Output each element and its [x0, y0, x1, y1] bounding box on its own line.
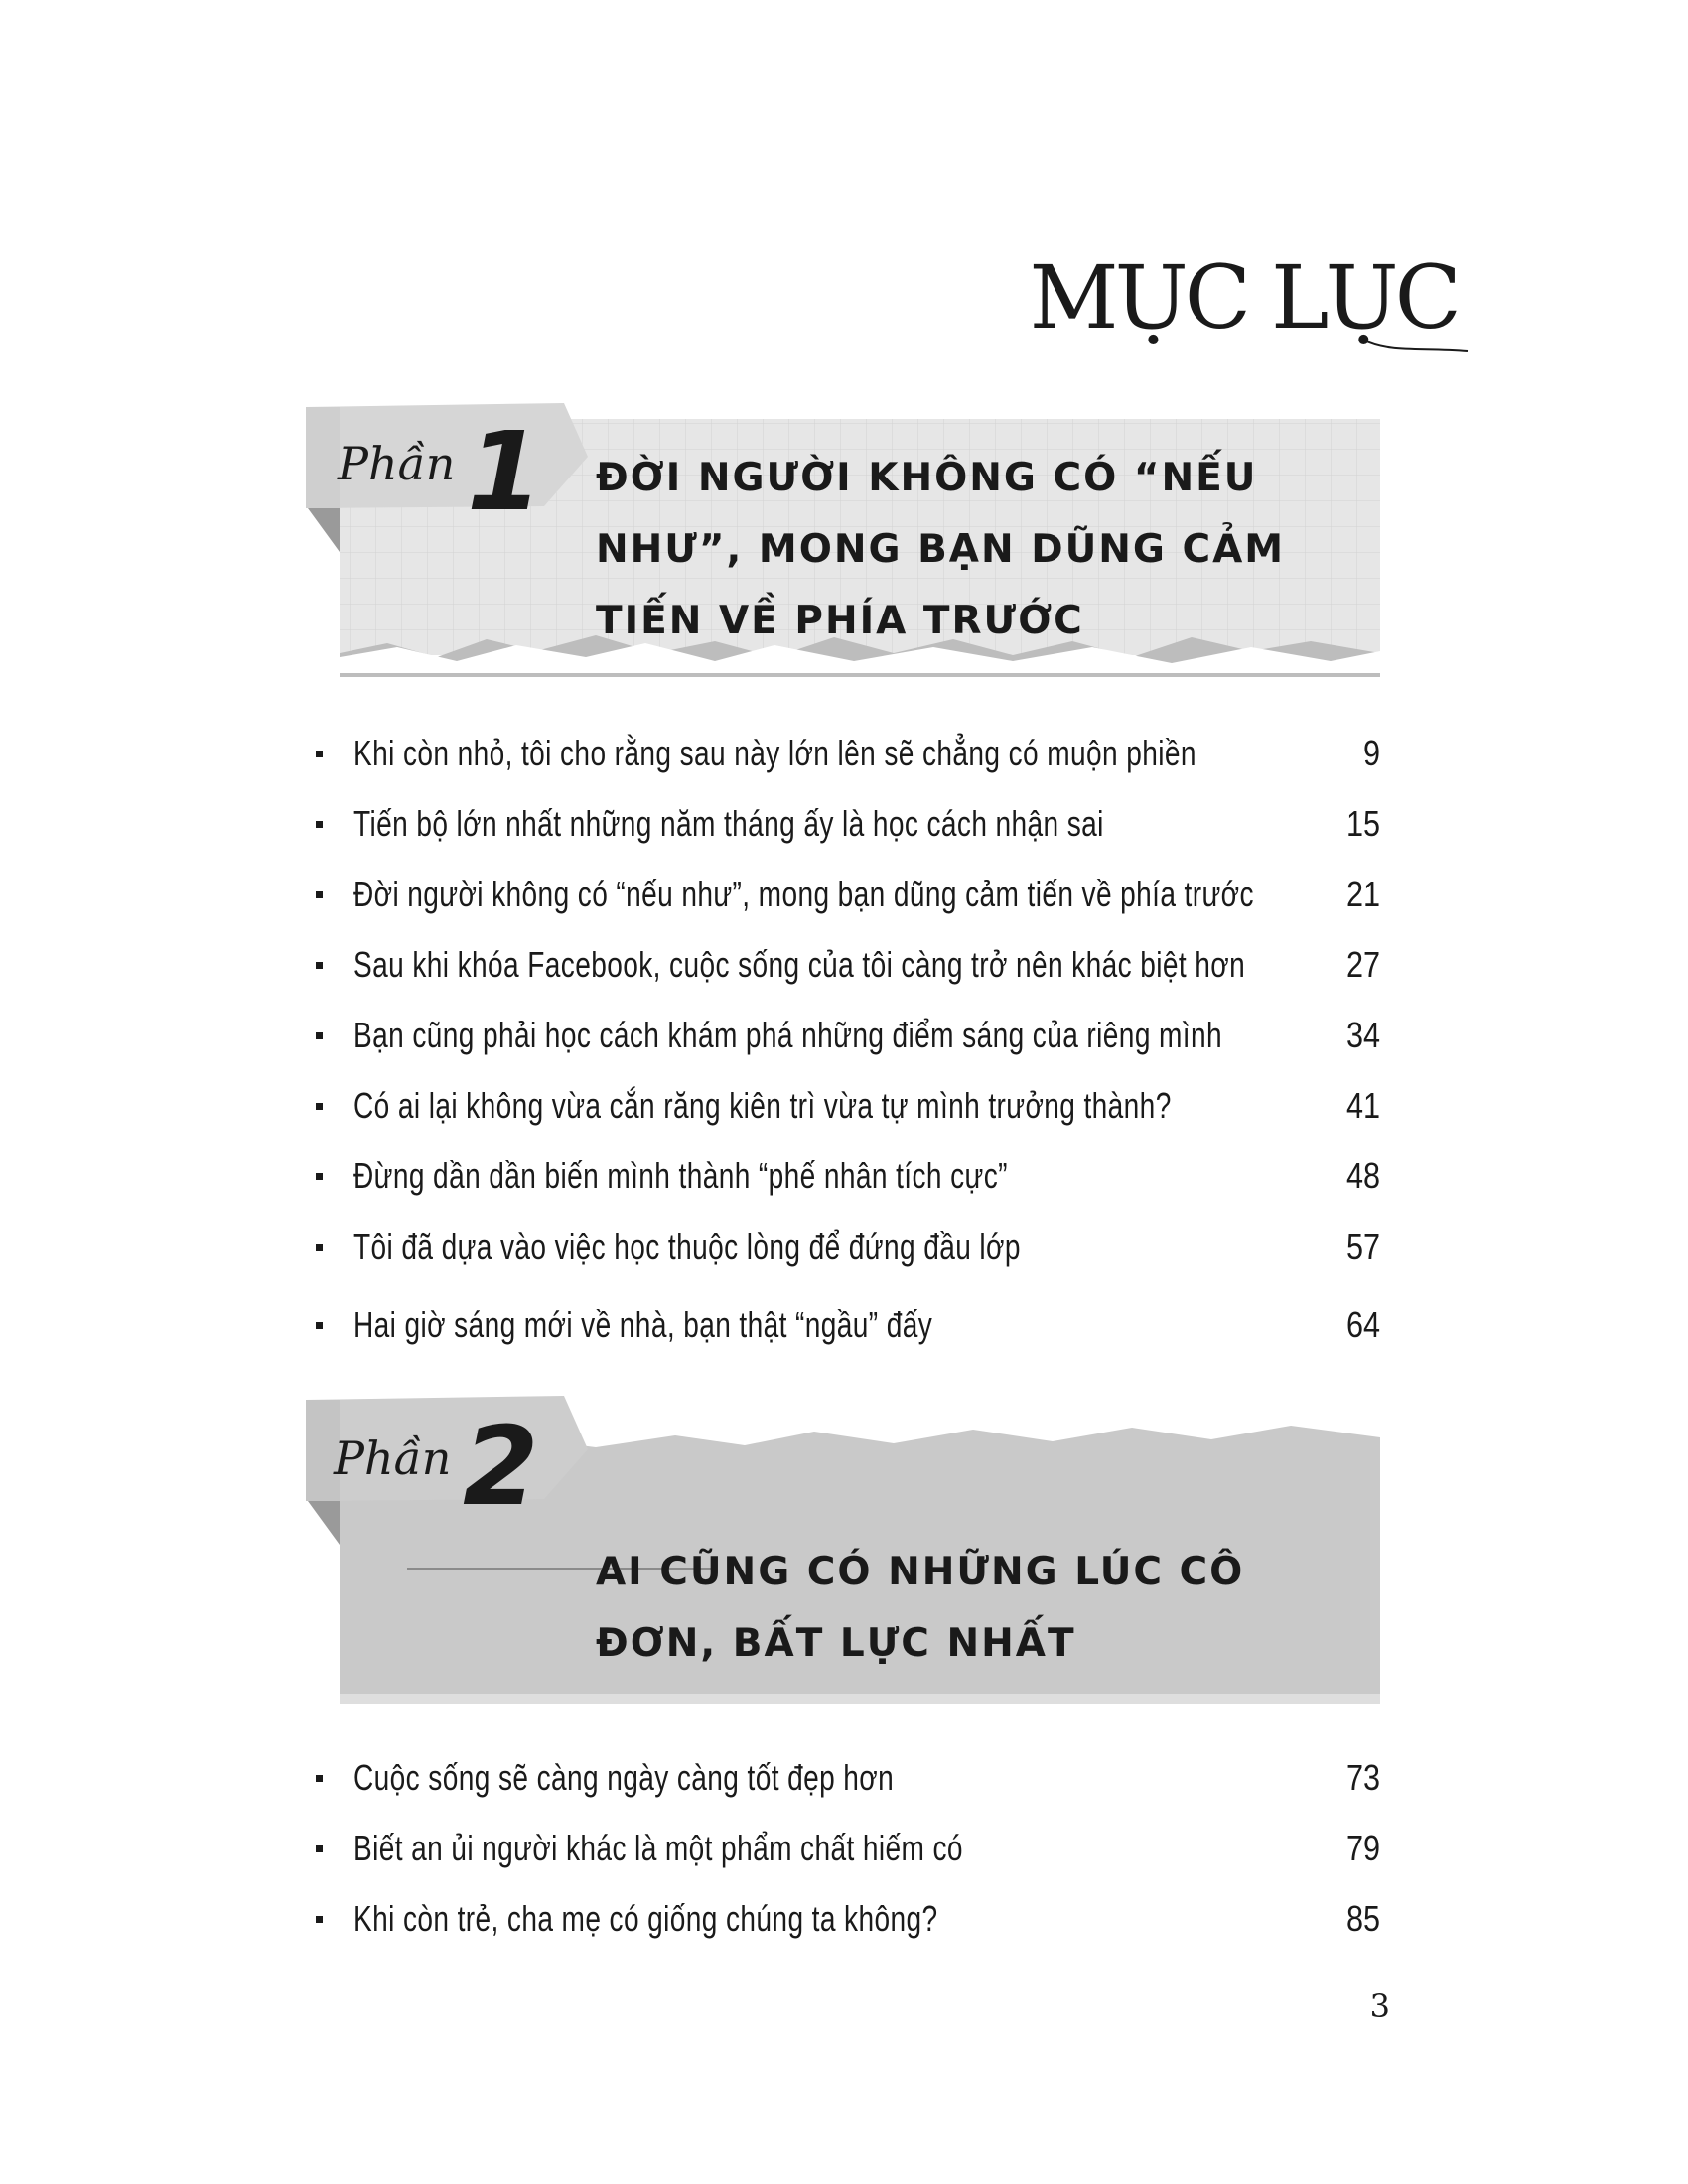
- toc-entry[interactable]: [308, 997, 1380, 1067]
- toc-title: MỤC LỤC: [1029, 246, 1458, 348]
- part-1-header: [298, 397, 1390, 695]
- entry-title: Bạn cũng phải học cách khám phá những điểm sáng của riêng mình: [353, 1015, 1223, 1055]
- entry-title: Khi còn trẻ, cha mẹ có giống chúng ta không?: [353, 1898, 938, 1939]
- entry-title: Tôi đã dựa vào việc học thuộc lòng để đứng đầu lớp: [353, 1226, 1021, 1267]
- entry-page: 15: [1345, 803, 1380, 844]
- entry-page: 41: [1345, 1085, 1380, 1126]
- toc-entry[interactable]: [308, 1880, 1380, 1951]
- toc-entry[interactable]: [308, 1287, 1380, 1357]
- entry-page: 73: [1345, 1757, 1380, 1798]
- entry-title: Tiến bộ lớn nhất những năm tháng ấy là học cách nhận sai: [353, 803, 1104, 844]
- bullet-marker: [316, 1845, 323, 1852]
- bullet-marker: [316, 1775, 323, 1782]
- toc-entry[interactable]: [308, 1138, 1380, 1208]
- entry-title: Cuộc sống sẽ càng ngày càng tốt đẹp hơn: [353, 1757, 895, 1798]
- toc-entry[interactable]: [308, 715, 1380, 785]
- entry-title: Đừng dần dần biến mình thành “phế nhân tích cực”: [353, 1156, 1008, 1196]
- part-1-heading: ĐỜI NGƯỜI KHÔNG CÓ “NẾU NHƯ”, MONG BẠN DŨNG CẢM TIẾN VỀ PHÍA TRƯỚC: [596, 456, 1286, 643]
- bullet-marker: [316, 1032, 323, 1039]
- title-swash-ornament: [1360, 314, 1470, 353]
- page-number: 3: [1369, 1987, 1390, 2025]
- entry-page: 34: [1345, 1015, 1380, 1055]
- entry-title: Sau khi khóa Facebook, cuộc sống của tôi càng trở nên khác biệt hơn: [353, 944, 1246, 985]
- entry-page: 79: [1345, 1828, 1380, 1868]
- entry-page: 85: [1345, 1898, 1380, 1939]
- toc-entry[interactable]: [308, 856, 1380, 926]
- entry-page: 21: [1345, 874, 1380, 914]
- entry-title: Hai giờ sáng mới về nhà, bạn thật “ngầu” đấy: [353, 1304, 933, 1345]
- toc-entry[interactable]: [308, 1067, 1380, 1138]
- part-2-entries: [308, 1739, 1380, 1951]
- part-1-entries: [308, 715, 1380, 1357]
- toc-entry[interactable]: [308, 785, 1380, 856]
- bullet-marker: [316, 962, 323, 969]
- part-1-word: Phần: [338, 437, 456, 490]
- part-2-number: 2: [463, 1403, 539, 1530]
- part-2-header: [298, 1390, 1390, 1717]
- bullet-marker: [316, 1322, 323, 1329]
- bullet-marker: [316, 891, 323, 898]
- entry-page: 48: [1345, 1156, 1380, 1196]
- bullet-marker: [316, 751, 323, 757]
- entry-title: Khi còn nhỏ, tôi cho rằng sau này lớn lên sẽ chẳng có muộn phiền: [353, 733, 1196, 773]
- toc-entry[interactable]: [308, 1739, 1380, 1810]
- entry-title: Biết an ủi người khác là một phẩm chất hiếm có: [353, 1828, 963, 1868]
- entry-page: 27: [1345, 944, 1380, 985]
- entry-page: 64: [1345, 1304, 1380, 1345]
- entry-title: Đời người không có “nếu như”, mong bạn dũng cảm tiến về phía trước: [353, 874, 1254, 914]
- bullet-marker: [316, 1173, 323, 1180]
- bullet-marker: [316, 1244, 323, 1251]
- bullet-marker: [316, 1103, 323, 1110]
- part-1-number: 1: [467, 408, 543, 535]
- bullet-marker: [316, 821, 323, 828]
- entry-page: 57: [1345, 1226, 1380, 1267]
- part-2-word: Phần: [334, 1432, 452, 1485]
- toc-entry[interactable]: [308, 1810, 1380, 1880]
- part-2-heading: AI CŨNG CÓ NHỮNG LÚC CÔ ĐƠN, BẤT LỰC NHẤT: [596, 1550, 1245, 1666]
- entry-page: 9: [1362, 733, 1380, 773]
- entry-title: Có ai lại không vừa cắn răng kiên trì vừa tự mình trưởng thành?: [353, 1085, 1172, 1126]
- bullet-marker: [316, 1916, 323, 1923]
- toc-entry[interactable]: [308, 926, 1380, 997]
- toc-entry[interactable]: [308, 1208, 1380, 1279]
